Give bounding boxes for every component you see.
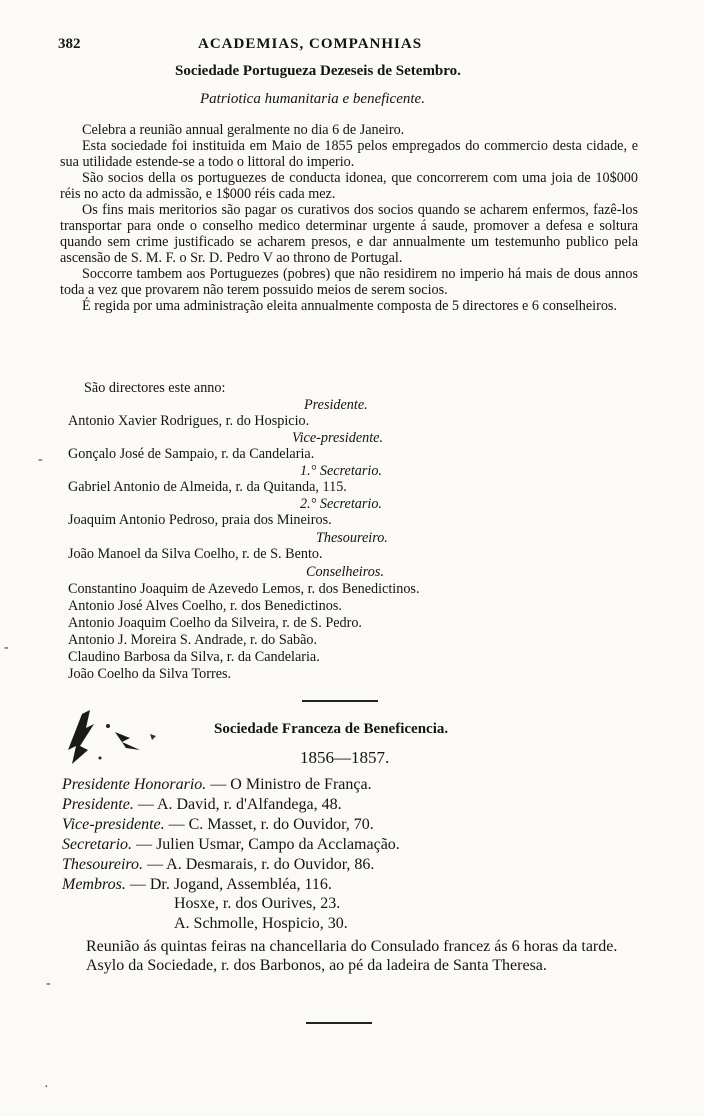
role-vice-presidente: Vice-presidente. — [292, 430, 383, 446]
role-presidente: Presidente. — [304, 397, 368, 413]
officer-role: Membros. — [62, 876, 126, 893]
society2-body — [62, 937, 640, 975]
officer-role: Thesoureiro. — [62, 856, 144, 873]
society1-title: Sociedade Portugueza Dezeseis de Setembro. — [175, 63, 461, 79]
directors-intro: São directores este anno: — [84, 380, 226, 396]
member-line: A. Schmolle, Hospicio, 30. — [174, 915, 348, 932]
officer-line — [62, 835, 400, 854]
officer-line — [62, 875, 332, 894]
paragraph: É regida por uma administração eleita annualmente composta de 5 directores e 6 conselheiros. — [82, 298, 617, 314]
person-presidente: Antonio Xavier Rodrigues, r. do Hospicio. — [68, 413, 310, 429]
ink-blot-mark — [60, 706, 160, 768]
conselheiro: João Coelho da Silva Torres. — [68, 666, 232, 682]
officer-name: — Dr. Jogand, Assembléa, 116. — [129, 876, 332, 893]
margin-dot-mark: · — [44, 1080, 49, 1095]
officer-role: Secretario. — [62, 836, 133, 853]
conselheiro: Claudino Barbosa da Silva, r. da Candelaria. — [68, 649, 320, 665]
officer-name: — O Ministro de França. — [210, 776, 372, 793]
person-vice-presidente: Gonçalo José de Sampaio, r. da Candelaria. — [68, 446, 315, 462]
page-number: 382 — [58, 36, 81, 52]
margin-dash-mark: - — [46, 976, 51, 991]
person-tesoureiro: João Manoel da Silva Coelho, r. de S. Bento. — [68, 546, 323, 562]
conselheiro: Antonio José Alves Coelho, r. dos Benedictinos. — [68, 598, 342, 614]
officer-name: — A. David, r. d'Alfandega, 48. — [137, 796, 342, 813]
role-tesoureiro: Thesoureiro. — [316, 530, 388, 546]
margin-dash-mark: - — [38, 452, 43, 467]
society2-title: Sociedade Franceza de Beneficencia. — [214, 721, 449, 737]
officer-name: — C. Masset, r. do Ouvidor, 70. — [168, 816, 374, 833]
officer-line — [62, 815, 374, 834]
officer-name: — Julien Usmar, Campo da Acclamação. — [136, 836, 400, 853]
role-secretario-2: 2.° Secretario. — [300, 496, 382, 512]
margin-dash-mark: - — [4, 640, 9, 655]
officer-line — [62, 795, 342, 814]
paragraph: Celebra a reunião annual geralmente no dia 6 de Janeiro. — [82, 122, 405, 138]
member-line: Hosxe, r. dos Ourives, 23. — [174, 895, 341, 912]
officer-name: — A. Desmarais, r. do Ouvidor, 86. — [147, 856, 375, 873]
paragraph: Reunião ás quintas feiras na chancellaria do Consulado francez ás 6 horas da tarde. — [86, 938, 618, 955]
person-secretario-2: Joaquim Antonio Pedroso, praia dos Mineiros. — [68, 512, 332, 528]
role-conselheiros: Conselheiros. — [306, 564, 384, 580]
conselheiro: Antonio Joaquim Coelho da Silveira, r. de S. Pedro. — [68, 615, 362, 631]
officer-line — [62, 775, 372, 794]
officer-role: Presidente. — [62, 796, 134, 813]
officer-role: Presidente Honorario. — [62, 776, 207, 793]
conselheiro: Constantino Joaquim de Azevedo Lemos, r. dos Benedictinos. — [68, 581, 420, 597]
society1-body — [60, 122, 638, 314]
paragraph: Soccorre tambem aos Portuguezes (pobres) que não residirem no imperio há mais de dous annos toda a vez que provarem não terem possuido meios de serem socios. — [60, 266, 638, 298]
society2-years: 1856—1857. — [300, 748, 390, 767]
running-header: ACADEMIAS, COMPANHIAS — [198, 36, 423, 52]
person-secretario-1: Gabriel Antonio de Almeida, r. da Quitanda, 115. — [68, 479, 347, 495]
officer-role: Vice-presidente. — [62, 816, 165, 833]
divider-rule — [302, 700, 378, 702]
conselheiro: Antonio J. Moreira S. Andrade, r. do Sabão. — [68, 632, 318, 648]
paragraph: São socios della os portuguezes de conducta idonea, que concorrerem com uma joia de 10$000 réis no acto da admissão, e 1$000 réis cada mez. — [60, 170, 638, 202]
paragraph: Asylo da Sociedade, r. dos Barbonos, ao pé da ladeira de Santa Theresa. — [86, 957, 547, 974]
role-secretario-1: 1.° Secretario. — [300, 463, 382, 479]
paragraph: Os fins mais meritorios são pagar os curativos dos socios quando se acharem enfermos, fazê-los transportar para onde o conselho medico determinar urgente á saude, promover a defesa e soltura quando sem crime justificado se acharem presos, e dar annualmente um testemunho publico pela ascensão de S. M. F. o Sr. D. Pedro V ao throno de Portugal. — [60, 202, 638, 266]
society1-subtitle: Patriotica humanitaria e beneficente. — [200, 91, 425, 107]
officer-line — [62, 855, 374, 874]
paragraph: Esta sociedade foi instituida em Maio de 1855 pelos empregados do commercio desta cidade, e sua utilidade estende-se a todo o littoral do imperio. — [60, 138, 638, 170]
divider-rule — [306, 1022, 372, 1024]
